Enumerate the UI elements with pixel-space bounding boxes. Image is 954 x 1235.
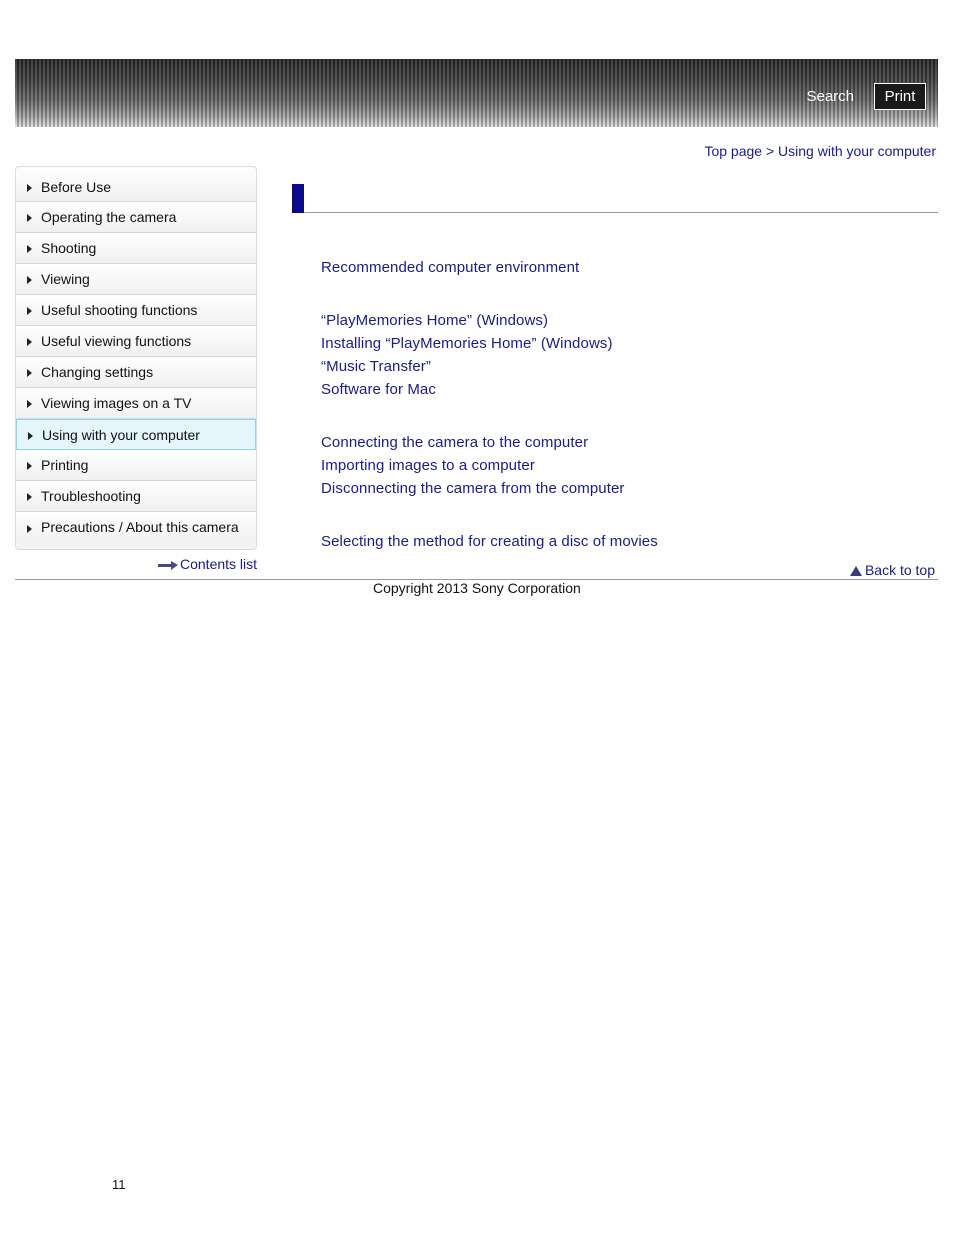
triangle-right-icon	[27, 307, 32, 315]
sidebar-item-label: Useful shooting functions	[41, 302, 198, 318]
sidebar-item-shooting[interactable]	[16, 233, 256, 264]
sidebar-item-label: Operating the camera	[41, 209, 177, 225]
copyright-text: Copyright 2013 Sony Corporation	[373, 580, 581, 596]
sidebar-item-label: Printing	[41, 457, 89, 473]
section-title-marker	[292, 184, 304, 213]
link-recommended-computer-environment[interactable]: Recommended computer environment	[321, 259, 580, 276]
back-to-top-label: Back to top	[864, 562, 935, 578]
link-software-for-mac[interactable]: Software for Mac	[321, 381, 436, 398]
sidebar-item-label: Viewing	[41, 271, 90, 287]
breadcrumb-current-link[interactable]: Using with your computer	[778, 143, 936, 159]
breadcrumb	[704, 143, 936, 159]
sidebar-item-precautions-about-this-camera[interactable]	[16, 512, 256, 543]
sidebar-item-label: Changing settings	[41, 364, 154, 380]
sidebar-item-label: Viewing images on a TV	[41, 395, 192, 411]
link-music-transfer[interactable]: “Music Transfer”	[321, 358, 431, 375]
search-button[interactable]: Search	[806, 88, 854, 105]
sidebar-item-label: Troubleshooting	[41, 488, 141, 504]
triangle-right-icon	[27, 184, 32, 192]
link-connecting-camera-to-computer[interactable]: Connecting the camera to the computer	[321, 434, 589, 451]
sidebar-item-label: Useful viewing functions	[41, 333, 192, 349]
arrow-right-icon	[158, 561, 178, 569]
triangle-right-icon	[27, 214, 32, 222]
link-disconnecting-camera[interactable]: Disconnecting the camera from the computer	[321, 480, 625, 497]
contents-list-link[interactable]	[158, 556, 257, 572]
page-number: 11	[112, 1177, 126, 1192]
sidebar-item-label: Before Use	[41, 179, 112, 195]
sidebar-item-printing[interactable]	[16, 450, 256, 481]
triangle-right-icon	[27, 369, 32, 377]
sidebar-item-viewing[interactable]	[16, 264, 256, 295]
triangle-right-icon	[27, 400, 32, 408]
triangle-right-icon	[27, 245, 32, 253]
sidebar	[15, 166, 257, 550]
triangle-right-icon	[27, 276, 32, 284]
header-banner	[15, 59, 938, 127]
sidebar-item-changing-settings[interactable]	[16, 357, 256, 388]
link-selecting-disc-method[interactable]: Selecting the method for creating a disc of movies	[321, 533, 658, 550]
sidebar-item-useful-viewing-functions[interactable]	[16, 326, 256, 357]
link-installing-playmemories-home[interactable]: Installing “PlayMemories Home” (Windows)	[321, 335, 613, 352]
breadcrumb-separator: >	[765, 143, 775, 159]
triangle-right-icon	[27, 338, 32, 346]
print-button[interactable]: Print	[874, 83, 926, 110]
sidebar-item-viewing-images-on-a-tv[interactable]	[16, 388, 256, 419]
sidebar-item-using-with-your-computer[interactable]	[16, 419, 256, 450]
sidebar-item-label: Shooting	[41, 240, 97, 256]
link-importing-images[interactable]: Importing images to a computer	[321, 457, 535, 474]
sidebar-item-troubleshooting[interactable]	[16, 481, 256, 512]
sidebar-item-operating-the-camera[interactable]	[16, 202, 256, 233]
sidebar-item-useful-shooting-functions[interactable]	[16, 295, 256, 326]
triangle-right-icon	[27, 493, 32, 501]
triangle-right-icon	[27, 462, 32, 470]
triangle-right-icon	[27, 525, 32, 533]
triangle-up-icon	[850, 566, 862, 576]
contents-list-label: Contents list	[180, 556, 258, 572]
breadcrumb-top-page-link[interactable]: Top page	[704, 143, 763, 159]
section-title-rule	[304, 212, 938, 213]
sidebar-item-label: Using with your computer	[42, 427, 200, 443]
back-to-top-link[interactable]	[850, 562, 935, 578]
link-playmemories-home-windows[interactable]: “PlayMemories Home” (Windows)	[321, 312, 549, 329]
sidebar-item-before-use[interactable]	[16, 167, 256, 202]
triangle-right-icon	[28, 432, 33, 440]
sidebar-item-label: Precautions / About this camera	[41, 519, 239, 535]
